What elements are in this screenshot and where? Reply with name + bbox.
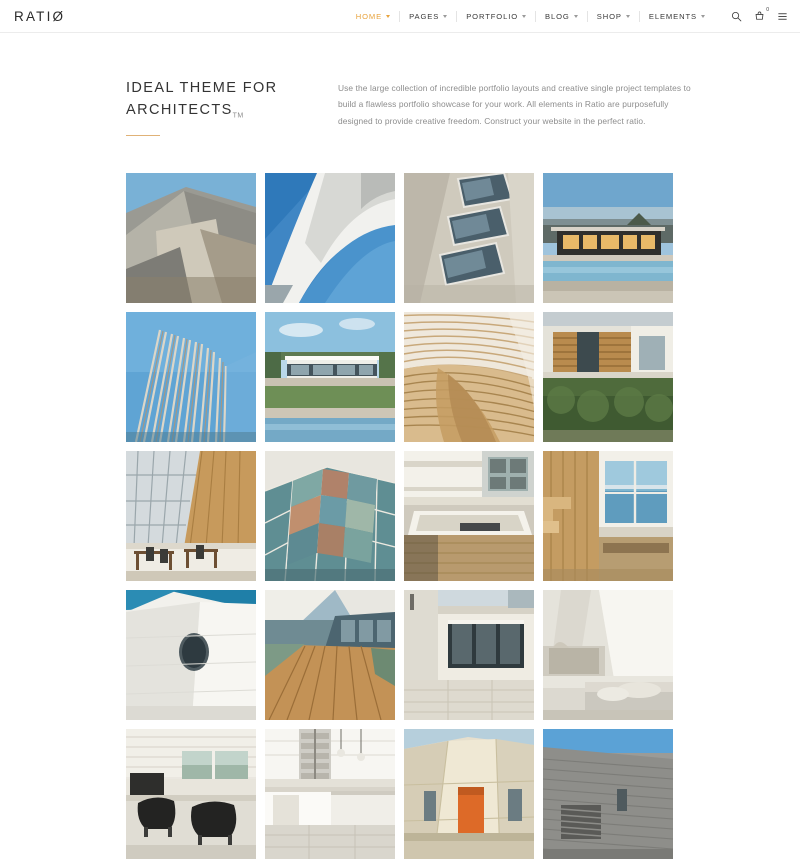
chevron-down-icon bbox=[386, 15, 390, 18]
chevron-down-icon bbox=[574, 15, 578, 18]
chevron-down-icon bbox=[522, 15, 526, 18]
intro-text-block bbox=[338, 78, 698, 136]
nav-item-blog-label: BLOG bbox=[545, 11, 570, 21]
nav-item-elements[interactable] bbox=[640, 12, 714, 21]
nav-item-pages[interactable] bbox=[400, 12, 456, 21]
nav-item-portfolio[interactable] bbox=[457, 12, 535, 21]
menu-icon[interactable] bbox=[776, 10, 788, 22]
portfolio-tile[interactable] bbox=[126, 173, 256, 303]
portfolio-tile[interactable] bbox=[543, 590, 673, 720]
chevron-down-icon bbox=[443, 15, 447, 18]
portfolio-tile[interactable] bbox=[404, 451, 534, 581]
chevron-down-icon bbox=[701, 15, 705, 18]
portfolio-grid bbox=[126, 173, 674, 859]
nav-item-pages-label: PAGES bbox=[409, 11, 440, 21]
page-title bbox=[126, 78, 304, 122]
portfolio-tile[interactable] bbox=[126, 451, 256, 581]
portfolio-tile[interactable] bbox=[404, 590, 534, 720]
site-header bbox=[0, 0, 800, 33]
intro-paragraph: Use the large collection of incredible portfolio layouts and creative single project templates to build a flawless portfolio showcase for your work. All elements in Ratio are purposefully designed to provide creative freedom. Construct your website in the perfect ratio. bbox=[338, 83, 691, 126]
portfolio-tile[interactable] bbox=[543, 312, 673, 442]
search-icon[interactable] bbox=[730, 10, 742, 22]
nav-item-portfolio-label: PORTFOLIO bbox=[466, 11, 519, 21]
nav-item-home-label: HOME bbox=[355, 11, 383, 21]
portfolio-tile[interactable] bbox=[404, 729, 534, 859]
nav-item-shop-label: SHOP bbox=[596, 11, 622, 21]
intro-section bbox=[0, 33, 800, 136]
nav-item-shop[interactable] bbox=[588, 12, 639, 21]
portfolio-tile[interactable] bbox=[404, 312, 534, 442]
nav-item-elements-label: ELEMENTS bbox=[648, 11, 697, 21]
portfolio-tile[interactable] bbox=[265, 312, 395, 442]
portfolio-tile[interactable] bbox=[404, 173, 534, 303]
portfolio-tile[interactable] bbox=[126, 729, 256, 859]
title-underline-rule bbox=[126, 135, 160, 136]
chevron-down-icon bbox=[626, 15, 630, 18]
portfolio-tile[interactable] bbox=[126, 312, 256, 442]
page-title-line-1: IDEAL THEME FOR bbox=[126, 80, 278, 96]
portfolio-tile[interactable] bbox=[126, 590, 256, 720]
nav-item-home[interactable] bbox=[347, 12, 399, 21]
portfolio-tile[interactable] bbox=[265, 590, 395, 720]
site-logo[interactable]: RATIØ bbox=[14, 8, 66, 24]
portfolio-tile[interactable] bbox=[543, 451, 673, 581]
page-title-line-2: ARCHITECTS bbox=[126, 101, 233, 118]
portfolio-tile[interactable] bbox=[543, 729, 673, 859]
portfolio-tile[interactable] bbox=[543, 173, 673, 303]
nav-item-blog[interactable] bbox=[536, 12, 587, 21]
intro-heading-block bbox=[126, 78, 314, 136]
portfolio-tile[interactable] bbox=[265, 451, 395, 581]
portfolio-tile[interactable] bbox=[265, 173, 395, 303]
header-icon-group bbox=[724, 7, 788, 22]
cart-icon[interactable] bbox=[753, 7, 769, 22]
cart-count-badge: 0 bbox=[766, 7, 769, 13]
page-title-trademark: TM bbox=[232, 112, 244, 119]
main-navigation bbox=[347, 7, 788, 22]
portfolio-tile[interactable] bbox=[265, 729, 395, 859]
